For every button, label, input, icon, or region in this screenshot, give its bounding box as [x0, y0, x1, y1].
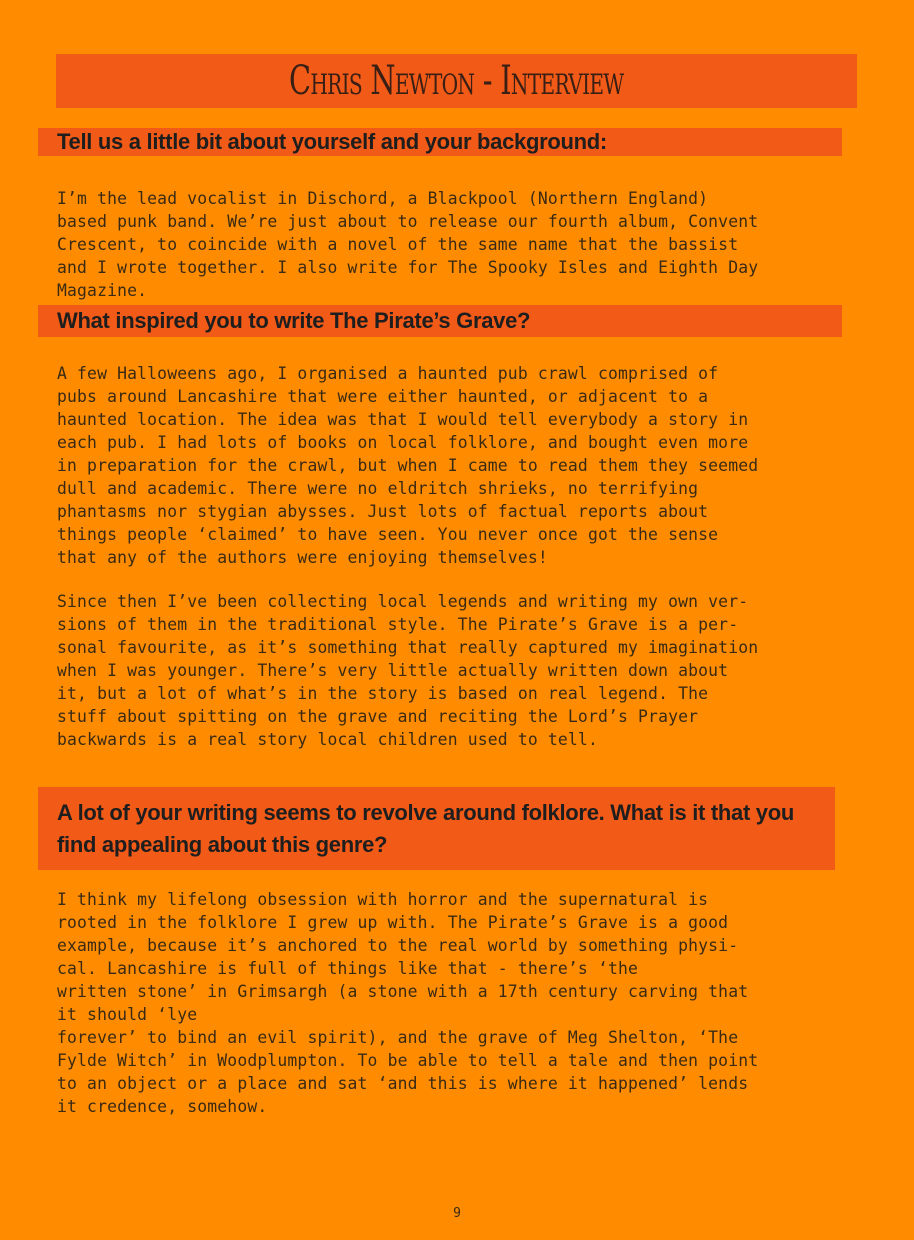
question-3: A lot of your writing seems to revolve around folklore. What is it that you find appealing about this genre? [57, 799, 794, 857]
question-banner-1 [38, 128, 842, 156]
page-number: 9 [453, 1206, 461, 1221]
question-2: What inspired you to write The Pirate’s Grave? [57, 308, 531, 333]
question-banner-2 [38, 305, 842, 337]
title-banner [56, 54, 857, 108]
answer-3: Since then I’ve been collecting local legends and writing my own ver- sions of them in the traditional style. The Pirate’s Grave is a per- sonal favourite, as it’s something that really captured my imagination when I was younger. There’s very little actually written down about it, but a lot of what’s in the story is based on real legend. The stuff about spitting on the grave and reciting the Lord’s Prayer backwards is a real story local children used to tell. [57, 592, 759, 749]
question-banner-3 [38, 787, 835, 870]
answer-4: I think my lifelong obsession with horror and the supernatural is rooted in the folklore I grew up with. The Pirate’s Grave is a good example, because it’s anchored to the real world by something physi- cal. Lancashire is full of things like that - there’s ‘the written stone’ in Grimsargh (a stone with a 17th century carving that it should ‘lye forever’ to bind an evil spirit), and the grave of Meg Shelton, ‘The Fylde Witch’ in Woodplumpton. To be able to tell a tale and then point to an object or a place and sat ‘and this is where it happened’ lends it credence, somehow. [57, 890, 759, 1116]
page-title: Chris Newton - Interview [289, 58, 624, 104]
answer-1: I’m the lead vocalist in Dischord, a Blackpool (Northern England) based punk band. We’re just about to release our fourth album, Convent Crescent, to coincide with a novel of the same name that the bassist and I wrote together. I also write for The Spooky Isles and Eighth Day Magazine. [57, 189, 759, 300]
answer-2: A few Halloweens ago, I organised a haunted pub crawl comprised of pubs around Lancashire that were either haunted, or adjacent to a haunted location. The idea was that I would tell everybody a story in each pub. I had lots of books on local folklore, and bought even more in preparation for the crawl, but when I came to read them they seemed dull and academic. There were no eldritch shrieks, no terrifying phantasms nor stygian abysses. Just lots of factual reports about things people ‘claimed’ to have seen. You never once got the sense that any of the authors were enjoying themselves! [57, 364, 759, 567]
question-1: Tell us a little bit about yourself and your background: [57, 129, 607, 154]
